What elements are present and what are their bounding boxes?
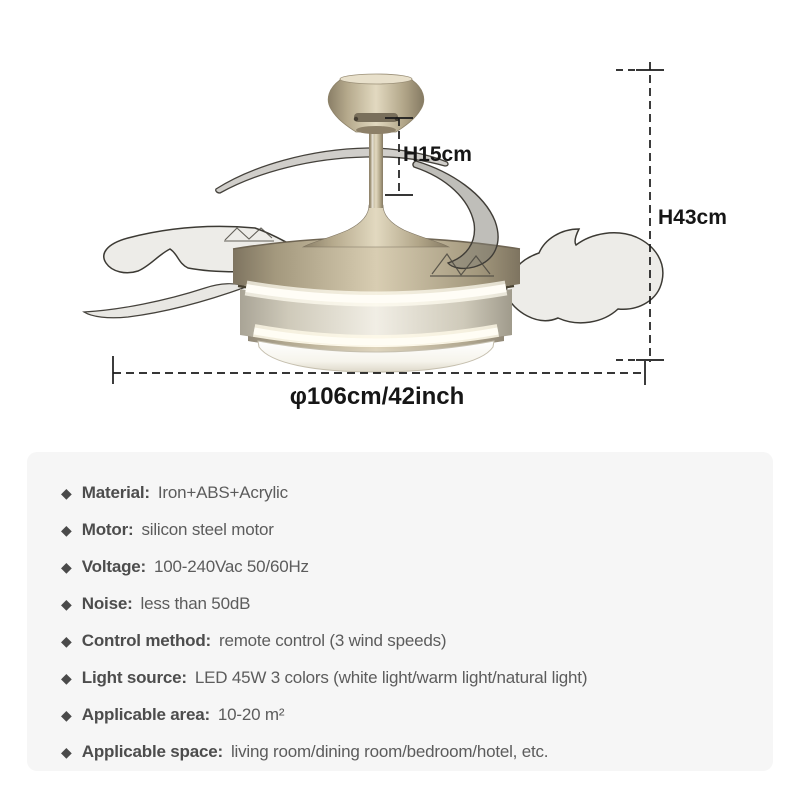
diamond-bullet-icon: ◆ xyxy=(61,558,72,575)
spec-value: Iron+ABS+Acrylic xyxy=(157,482,288,502)
diamond-bullet-icon: ◆ xyxy=(61,706,72,723)
spec-label: Noise: xyxy=(81,593,133,613)
spec-row-applicable-space xyxy=(61,733,753,770)
spec-row-noise xyxy=(61,585,753,622)
spec-value: 10-20 m² xyxy=(217,704,285,724)
spec-label: Light source: xyxy=(81,667,187,687)
spec-row-light-source xyxy=(61,659,753,696)
down-rod xyxy=(369,122,383,208)
spec-label: Control method: xyxy=(81,630,211,650)
spec-row-applicable-area xyxy=(61,696,753,733)
diamond-bullet-icon: ◆ xyxy=(61,484,72,501)
spec-row-motor xyxy=(61,511,753,548)
total-height-dimension xyxy=(616,62,664,362)
diameter-label: φ106cm/42inch xyxy=(289,383,465,410)
spec-value: LED 45W 3 colors (white light/warm light/natural light) xyxy=(194,667,588,687)
spec-row-control-method xyxy=(61,622,753,659)
spec-value: less than 50dB xyxy=(140,593,251,613)
total-height-label: H43cm xyxy=(658,206,727,229)
spec-label: Applicable space: xyxy=(81,741,223,761)
spec-label: Applicable area: xyxy=(81,704,210,724)
blade-lower-left-sliver xyxy=(84,284,246,318)
ceiling-canopy xyxy=(328,74,424,134)
spec-label: Voltage: xyxy=(81,556,146,576)
spec-panel xyxy=(27,452,773,771)
spec-value: silicon steel motor xyxy=(141,519,274,539)
spec-row-material xyxy=(61,474,753,511)
canopy-clip-left xyxy=(354,117,358,121)
diamond-bullet-icon: ◆ xyxy=(61,669,72,686)
spec-value: remote control (3 wind speeds) xyxy=(218,630,447,650)
spec-row-voltage xyxy=(61,548,753,585)
blade-right-wavy xyxy=(506,229,663,323)
spec-label: Material: xyxy=(81,482,150,502)
spec-label: Motor: xyxy=(81,519,134,539)
spec-value: 100-240Vac 50/60Hz xyxy=(153,556,309,576)
diamond-bullet-icon: ◆ xyxy=(61,521,72,538)
diamond-bullet-icon: ◆ xyxy=(61,743,72,760)
motor-cone xyxy=(303,205,449,247)
diamond-bullet-icon: ◆ xyxy=(61,595,72,612)
diamond-bullet-icon: ◆ xyxy=(61,632,72,649)
rod-height-label: H15cm xyxy=(403,143,472,166)
spec-value: living room/dining room/bedroom/hotel, etc. xyxy=(230,741,549,761)
